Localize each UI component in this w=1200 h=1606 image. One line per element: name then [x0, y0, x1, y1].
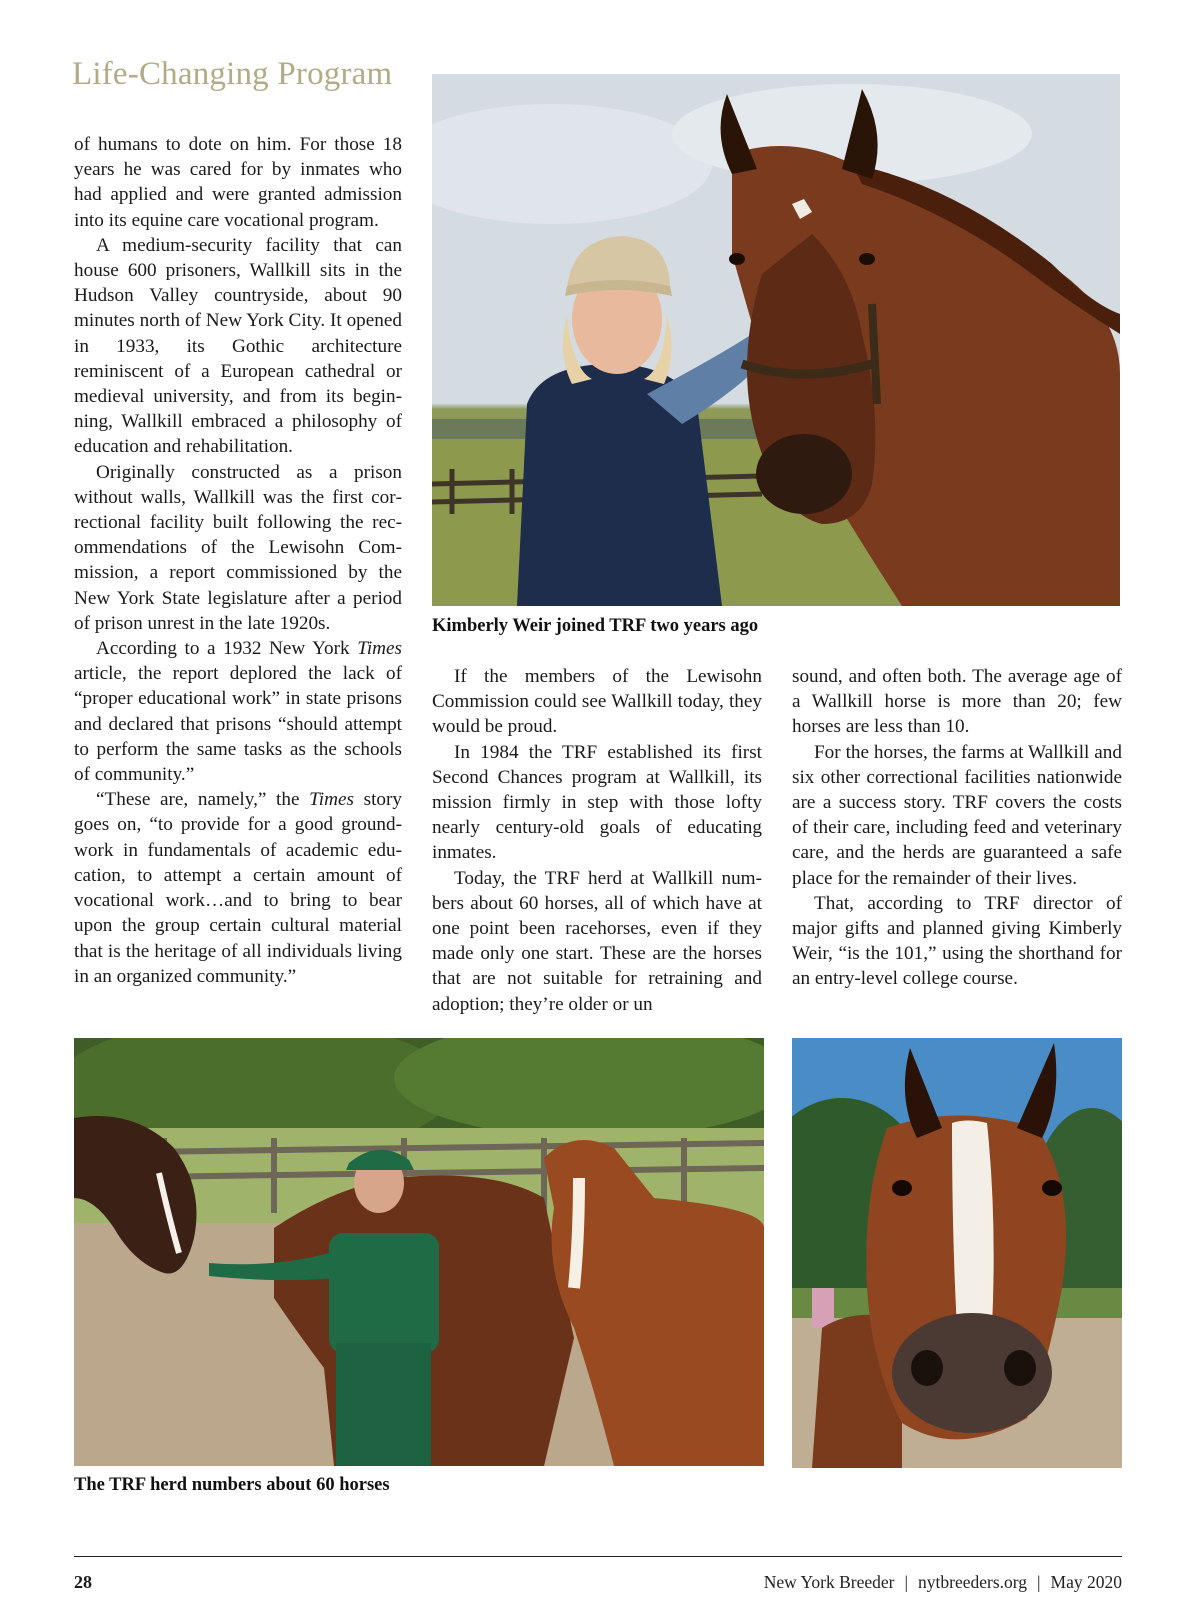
page-number: 28 — [74, 1572, 92, 1592]
photo-caption: Kimberly Weir joined TRF two years ago — [432, 616, 759, 636]
text-run: According to a 1932 New York — [96, 638, 358, 660]
paragraph: In 1984 the TRF established its first Second Chances program at Wallkill, its mission firmly in step with those lofty nearly century-old goals of educating inmates. — [432, 741, 762, 864]
paragraph: A medium-security facility that can house 600 prisoners, Wallkill sits in the Hudson Valley countryside, about 90 minutes north of New York City. It opened in 1933, its Gothic architecture reminiscent of a European cathedral or medieval university, and from its beginning, Wallkill embraced a philosophy of education and rehabilitation. — [74, 234, 402, 458]
article-column-3 — [792, 664, 1122, 992]
photo-herd-with-handler — [74, 1038, 764, 1466]
paragraph: sound, and often both. The average age of a Wallkill horse is more than 20; few horses are less than 10. — [792, 666, 1122, 738]
text-run: story goes on, “to provide for a good groundwork in fundamentals of academic education, to attempt a certain amount of vocational work…and to bring to bear upon the group certain cultural material that is the heritage of all individuals living in an organized community.” — [74, 789, 402, 987]
website-link[interactable]: nytbreeders.org — [918, 1572, 1028, 1592]
footer-separator: | — [904, 1572, 908, 1592]
footer-divider — [74, 1556, 1122, 1557]
issue-date: May 2020 — [1050, 1572, 1122, 1592]
paragraph — [74, 636, 402, 787]
article-column-1 — [74, 132, 402, 989]
paragraph: of humans to dote on him. For those 18 years he was cared for by inmates who had applied and were granted admission into its equine care vocational program. — [74, 134, 402, 231]
paragraph: If the members of the Lewisohn Commission could see Wallkill today, they would be proud. — [432, 666, 762, 738]
paragraph: That, according to TRF director of major gifts and planned giving Kimberly Weir, “is the 101,” using the shorthand for an entry-level college course. — [792, 892, 1122, 990]
publication-name: New York Breeder — [763, 1572, 895, 1592]
paragraph: Originally constructed as a prison without walls, Wallkill was the first correctional facility built following the recommendations of the Lewisohn Commission, a report commissioned by the New York State legislature after a period of prison unrest in the late 1920s. — [74, 461, 402, 634]
article-column-2 — [432, 664, 762, 1017]
footer-separator: | — [1037, 1572, 1041, 1592]
footer-publication-info — [764, 1572, 1122, 1593]
photo-horse-face — [792, 1038, 1122, 1468]
text-run: article, the report deplored the lack of “proper educational work” in state prisons and declared that prisons “should attempt to perform the same tasks as the schools of community.” — [74, 663, 402, 786]
paragraph: Today, the TRF herd at Wallkill numbers about 60 horses, all of which have at one point been racehorses, even if they made only one start. These are the horses that are not suitable for retraining and adoption; they’re older or un — [432, 867, 762, 1015]
italic-text: Times — [357, 638, 402, 660]
photo-woman-with-horse — [432, 74, 1120, 606]
paragraph — [74, 787, 402, 989]
photo-caption: The TRF herd numbers about 60 horses — [74, 1475, 390, 1495]
text-run: “These are, namely,” the — [96, 789, 310, 811]
italic-text: Times — [309, 789, 354, 811]
section-title: Life-Changing Program — [72, 56, 393, 92]
paragraph: For the horses, the farms at Wallkill and six other correctional facilities nationwide are a success story. TRF covers the costs of their care, including feed and veterinary care, and the herds are guaranteed a safe place for the remainder of their lives. — [792, 741, 1122, 889]
